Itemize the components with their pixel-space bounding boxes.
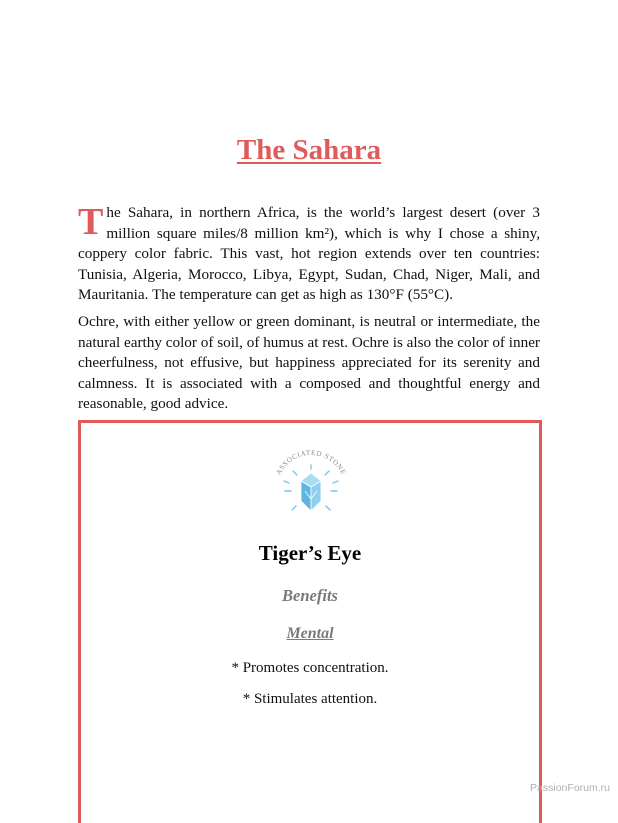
benefit-category-mental: Mental bbox=[286, 625, 334, 642]
benefit-item: * Stimulates attention. bbox=[242, 691, 378, 707]
svg-text:ASSOCIATED STONE bbox=[274, 449, 347, 476]
page-title: The Sahara bbox=[236, 134, 382, 166]
associated-stone-box bbox=[78, 420, 542, 823]
article-body bbox=[78, 203, 540, 421]
watermark: PassionForum.ru bbox=[530, 782, 610, 794]
stone-name: Tiger’s Eye bbox=[258, 541, 362, 565]
intro-paragraph-2: Ochre, with either yellow or green dominant, is neutral or intermediate, the natural earthy color of soil, of humus at rest. Ochre is also the color of inner cheerfulness, not effusive, but happiness appreciated for its serenity and calmness. It is associated with a composed and thoughtful energy and reasonable, good advice. bbox=[78, 312, 540, 413]
intro-paragraph-1 bbox=[78, 203, 540, 306]
crystal-icon bbox=[269, 447, 353, 531]
benefits-heading: Benefits bbox=[282, 586, 338, 605]
drop-cap: T bbox=[78, 201, 104, 243]
benefit-item: * Promotes concentration. bbox=[231, 660, 389, 676]
associated-stone-badge-text: ASSOCIATED STONE bbox=[274, 448, 348, 477]
intro-paragraph-1-text: he Sahara, in northern Africa, is the world’s largest desert (over 3 million square miles/8 million km²), which is why I chose a shiny, coppery color fabric. This vast, hot region extends over ten countries: Tunisia, Algeria, Morocco, Libya, Egypt, Sudan, Chad, Niger, Mali, and Mauritania. The temperature can get as high as 130°F (55°C). bbox=[78, 204, 540, 304]
